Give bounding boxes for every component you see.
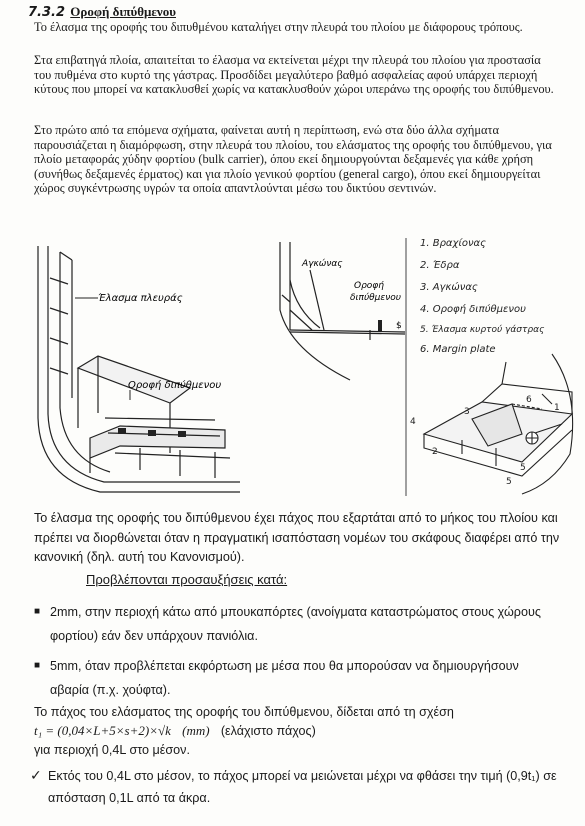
section-number: 7.3.2 — [28, 5, 66, 20]
label-symbol: $ — [396, 321, 402, 331]
label-side-plate: Έλασμα πλευράς — [98, 293, 183, 304]
figure-bracket-section — [250, 240, 410, 390]
formula-intro: Το πάχος του ελάσματος της οροφής του διπύθμενου, δίδεται από τη σχέση — [34, 705, 454, 719]
legend-item-2: 2. Έδρα — [420, 260, 460, 271]
body-paragraph: Το έλασμα της οροφής του διπύθμενου έχει πάχος που εξαρτάται από το μήκος του πλοίου και πρέπει να διορθώνεται όταν η πραγματική ισαπόσταση νομέων του σκάφους διαφέρει από την κανονική (δηλ. αυτή του Κανονισμού). — [34, 511, 560, 564]
section-title: Οροφή διπύθμενου — [70, 4, 176, 19]
checkmark-icon: ✓ — [30, 768, 42, 784]
formula-unit: (mm) — [182, 723, 210, 738]
formula-scope: για περιοχή 0,4L στο μέσον. — [34, 743, 190, 757]
check-note-text: Εκτός του 0,4L στο μέσον, το πάχος μπορεί να μειώνεται μέχρι να φθάσει την τιμή (0,9t₁) σε απόσταση 0,1L από τα άκρα. — [48, 769, 557, 805]
callout-3: 3 — [464, 407, 470, 417]
legend-item-1: 1. Βραχίονας — [420, 238, 486, 249]
callout-5: 5 — [520, 463, 526, 473]
callout-6: 6 — [526, 395, 532, 405]
bullet-square-icon: ■ — [34, 606, 41, 617]
label-bracket: Αγκώνας — [302, 259, 343, 269]
callout-5b: 5 — [506, 477, 512, 487]
figure-margin-plate-detail — [402, 234, 582, 506]
figure-side-shell-inner-bottom — [20, 238, 245, 500]
bullet-text-1: 2mm, στην περιοχή κάτω από μπουκαπόρτες (ανοίγματα καταστρώματος στους χώρους φορτίου) εάν δεν υπάρχουν πανιόλια. — [50, 605, 541, 643]
label-inner-bottom-2b: διπύθμενου — [350, 293, 402, 303]
legend-item-3: 3. Αγκώνας — [420, 282, 478, 293]
formula-note: (ελάχιστο πάχος) — [220, 724, 316, 738]
callout-1: 1 — [554, 403, 560, 413]
formula-expression: t₁ = (0,04×L+5×s+2)×√k — [34, 723, 171, 738]
intro-paragraph-2: Στα επιβατηγά πλοία, απαιτείται το έλασμα να εκτείνεται μέχρι την πλευρά του πλοίου για προστασία του πυθμένα στο κυρτό της γάστρας. Προσδίδει μεγαλύτερο βαθμό ασφαλείας αφού υπάρχει περιοχή κύτους που μπορεί να κατακλυσθεί χωρίς να κατακλυσθούν χώροι υπεράνω της οροφής του διπύθμενου. — [34, 53, 554, 97]
legend-item-4: 4. Οροφή διπύθμενου — [420, 304, 526, 315]
callout-2: 2 — [432, 447, 438, 457]
bullet-text-2: 5mm, όταν προβλέπεται εκφόρτωση με μέσα που θα μπορούσαν να δημιουργήσουν αβαρία (π.χ. χούφτα). — [50, 659, 519, 697]
label-inner-bottom: Οροφή διπύθμενου — [128, 380, 222, 391]
legend-item-6: 6. Margin plate — [420, 344, 496, 355]
thickness-formula — [34, 723, 316, 739]
intro-paragraph-1: Το έλασμα της οροφής του διπυθμένου καταλήγει στην πλευρά του πλοίου με διάφορους τρόπους. — [34, 20, 523, 34]
intro-paragraph-3: Στο πρώτο από τα επόμενα σχήματα, φαίνεται αυτή η περίπτωση, ενώ στα δύο άλλα σχήματα παρουσιάζεται η διαμόρφωση, στην πλευρά του πλοίου, του ελάσματος της οροφής του διπύθμενου, για πλοίο μεταφοράς χύδην φορτίου (bulk carrier), όπου εκεί δημιουργούνται δεξαμενές για κάθε χρήση (συνήθως δεξαμενές έρματος) και για πλοίο γενικού φορτίου (general cargo), όπου εκεί δημιουργείται χώρος συγκέντρωσης υγρών τα οποία απαντλούνται μέσω του δικτύου σεντινών. — [34, 123, 552, 196]
section-heading — [28, 4, 176, 20]
callout-4: 4 — [410, 417, 416, 427]
provisions-heading: Προβλέπονται προσαυξήσεις κατά: — [86, 572, 288, 587]
label-inner-bottom-2a: Οροφή — [354, 281, 384, 291]
legend-item-5: 5. Έλασμα κυρτού γάστρας — [420, 325, 545, 335]
bullet-square-icon: ■ — [34, 660, 41, 671]
